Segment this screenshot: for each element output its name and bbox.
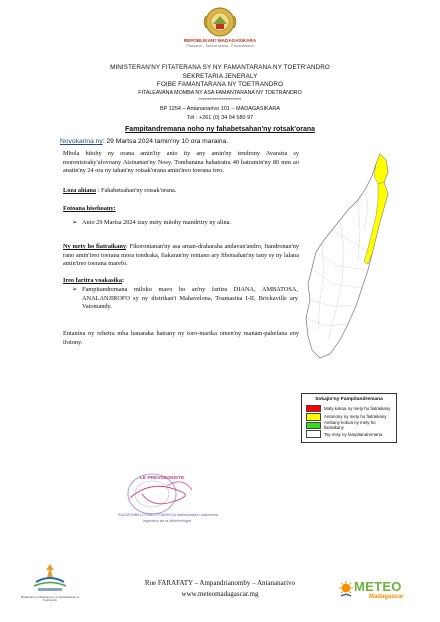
- header-phone: Tél : +261 (0) 34 94 580 97: [186, 115, 254, 121]
- madagascar-warning-map: [302, 150, 397, 365]
- header-address: BP 1254 – Antananarivo 101 – MADAGASIKARA: [159, 106, 281, 112]
- service-name: FITALEAVANA MOMBA NY ASA FAMANTARANA NY TOETRANDRO: [138, 90, 302, 96]
- summary-paragraph: Mbola hitohy ny orana amin'ity anio ity any amin'ny tendrony Avaratra sy morontsiraky'afovoany Atsinanan'ny Nosy. Tombanana hahatratra 40 hatramin'ny 80 mm ao anatin'ny 24 ora ny tahan'ny rotsak'orana amin'ireo toerana ireo.: [63, 150, 299, 174]
- ministry-logo-caption: Ministeran'ny Fitaterana sy ny Famantarana ny Toetr'andro: [20, 595, 80, 603]
- meteo-brand: METEO: [354, 579, 402, 594]
- warning-zone-north: [374, 154, 388, 184]
- regions-item: [72, 286, 298, 312]
- legend-label: Antonony ny mety ho fiatraikany: [324, 414, 387, 420]
- closing-paragraph: Entanina ny rehetra mba hanaraka hatrany ny toro-marika omen'ny manam-pahefana eny ifotony.: [63, 330, 299, 346]
- issued-value: : 29 Martsa 2024 tamin'ny 10 ora maraina.: [102, 138, 229, 145]
- impact-paragraph: [63, 243, 299, 269]
- republic-name: REPOBLIKAN'I MADAGASIKARA: [183, 38, 257, 43]
- arrow-bullet-icon: ➢: [72, 219, 82, 226]
- legend-item-green: [302, 421, 396, 430]
- signatory-role: Ingénieur de la Météorologie: [143, 519, 192, 523]
- footer-address: Rue FARAFATY – Ampandrianomby – Antananarivo: [144, 579, 296, 587]
- regions-heading: [63, 277, 124, 286]
- signatory-name: RAZAFIMBELO RAKOTOARISOA Mahandrana Lalaonirina: [118, 513, 218, 517]
- regions-text: Fampitandremana miloko mavo ho an'ny faritra DIANA, AMBATOSA, ANALANJIROFO sy ny distrikan'i Mahavelona, Toamasina I-II, Brickaville ary Vatomandy.: [82, 286, 298, 310]
- stamp-text: LE PREVISIONISTE: [140, 476, 185, 481]
- impact-label: Ny mety ho fiatraikany: [63, 243, 127, 250]
- legend-item-red: [302, 404, 396, 413]
- danger-label: Loza ahiana: [63, 187, 97, 194]
- warning-legend: [301, 393, 397, 443]
- validity-label: Fotoana hisehoany:: [63, 205, 116, 212]
- meteo-country: Madagascar: [369, 594, 404, 600]
- legend-label: Mafy kokoa ny mety ho fiatraikany: [324, 405, 391, 411]
- validity-item: [72, 219, 298, 228]
- republic-emblem: [202, 6, 238, 38]
- danger-value: : Fahabetsahan'ny rotsak'orana.: [96, 187, 177, 194]
- bulletin-title: Fampitandremana noho ny fahabetsahan'ny rotsak'orana: [124, 126, 316, 133]
- validity-text: Anio 29 Martsa 2024 izay mety mitohy mandritry ny alina.: [82, 219, 231, 226]
- legend-label: Ambany kokoa ny mety ho fiatraikany: [323, 420, 376, 431]
- issued-label: Novokarina ny: [60, 138, 103, 145]
- danger-line: [63, 187, 299, 196]
- footer-website: www.meteomadagascar.mg: [181, 590, 259, 598]
- ministry-name: MINISTERAN'NY FITATERANA SY NY FAMANTARANA NY TOETR'ANDRO: [110, 64, 330, 71]
- meteo-sun-icon: [339, 581, 353, 599]
- header-stars: ************************: [198, 97, 242, 102]
- republic-motto: Fitiavana - Tanindrazana - Fandrosoana: [186, 44, 254, 48]
- meteo-logo: [339, 579, 419, 605]
- impact-text: : Fikorontanan'ny asa aman-draharaha andavan'andro, fiandronan'ny rano amin'ireo toerana mora tondraka, fiakaran'ny reniano ary fihotsahan'ny tany sy ny lalana amin'ireo toerana marefo.: [63, 243, 299, 267]
- ministry-logo: [30, 560, 70, 594]
- issued-line: [60, 138, 228, 145]
- arrow-bullet-icon: ➢: [72, 286, 82, 293]
- regions-label: Ireo faritra voakasika: [63, 277, 122, 284]
- regions-colon: :: [122, 277, 125, 284]
- legend-item-white: [302, 430, 396, 439]
- secretariat-name: SEKRETARIA JENERALY: [182, 72, 258, 80]
- directorate-name: FOIBE FAMANTARANA NY TOETRANDRO: [156, 81, 284, 88]
- legend-label: Tsy misy ny fampitandremana: [324, 431, 383, 437]
- legend-title: Sokajin'ny Fampitandremana: [315, 397, 383, 402]
